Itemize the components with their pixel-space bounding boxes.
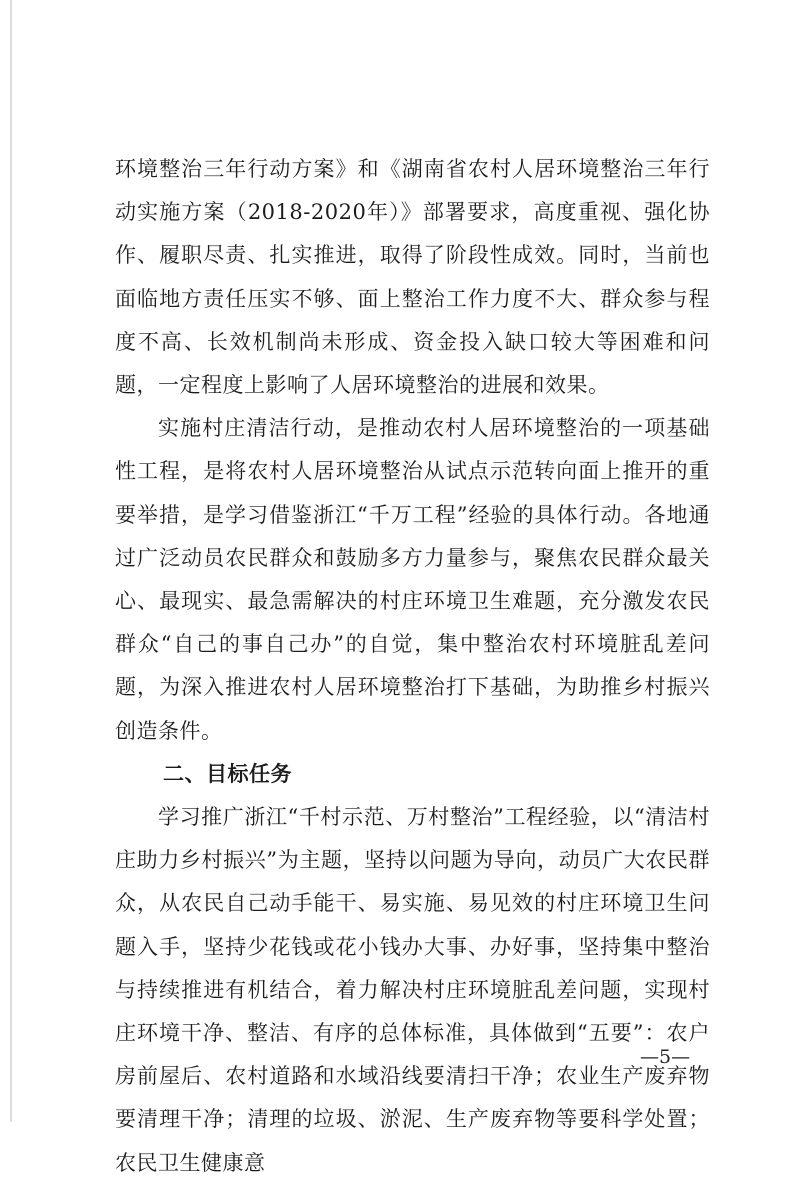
document-page	[115, 148, 710, 1185]
paragraph-continued: 环境整治三年行动方案》和《湖南省农村人居环境整治三年行动实施方案（2018-2020年）》部署要求，高度重视、强化协作、履职尽责、扎实推进，取得了阶段性成效。同时，当前也面临地方责任压实不够、面上整治工作力度不大、群众参与程度不高、长效机制尚未形成、资金投入缺口较大等困难和问题，一定程度上影响了人居环境整治的进展和效果。	[115, 157, 710, 398]
page-number: —5—	[640, 1046, 691, 1068]
section-heading: 二、目标任务	[163, 761, 292, 786]
paragraph-village-cleaning: 实施村庄清洁行动，是推动农村人居环境整治的一项基础性工程，是将农村人居环境整治从试点示范转向面上推开的重要举措，是学习借鉴浙江“千万工程”经验的具体行动。各地通过广泛动员农民群众和鼓励多方力量参与，聚焦农民群众最关心、最现实、最急需解决的村庄环境卫生难题，充分激发农民群众“自己的事自己办”的自觉，集中整治农村环境脏乱差问题，为深入推进农村人居环境整治打下基础，为助推乡村振兴创造条件。	[115, 416, 710, 743]
scan-edge-line	[10, 0, 12, 1122]
paragraph-goals: 学习推广浙江“千村示范、万村整治”工程经验，以“清洁村庄助力乡村振兴”为主题，坚持以问题为导向，动员广大农民群众，从农民自己动手能干、易实施、易见效的村庄环境卫生问题入手，坚持少花钱或花小钱办大事、办好事，坚持集中整治与持续推进有机结合，着力解决村庄环境脏乱差问题，实现村庄环境干净、整洁、有序的总体标准，具体做到“五要”：农户房前屋后、农村道路和水域沿线要清扫干净；农业生产废弃物要清理干净；清理的垃圾、淤泥、生产废弃物等要科学处置；农民卫生健康意	[115, 805, 710, 1175]
